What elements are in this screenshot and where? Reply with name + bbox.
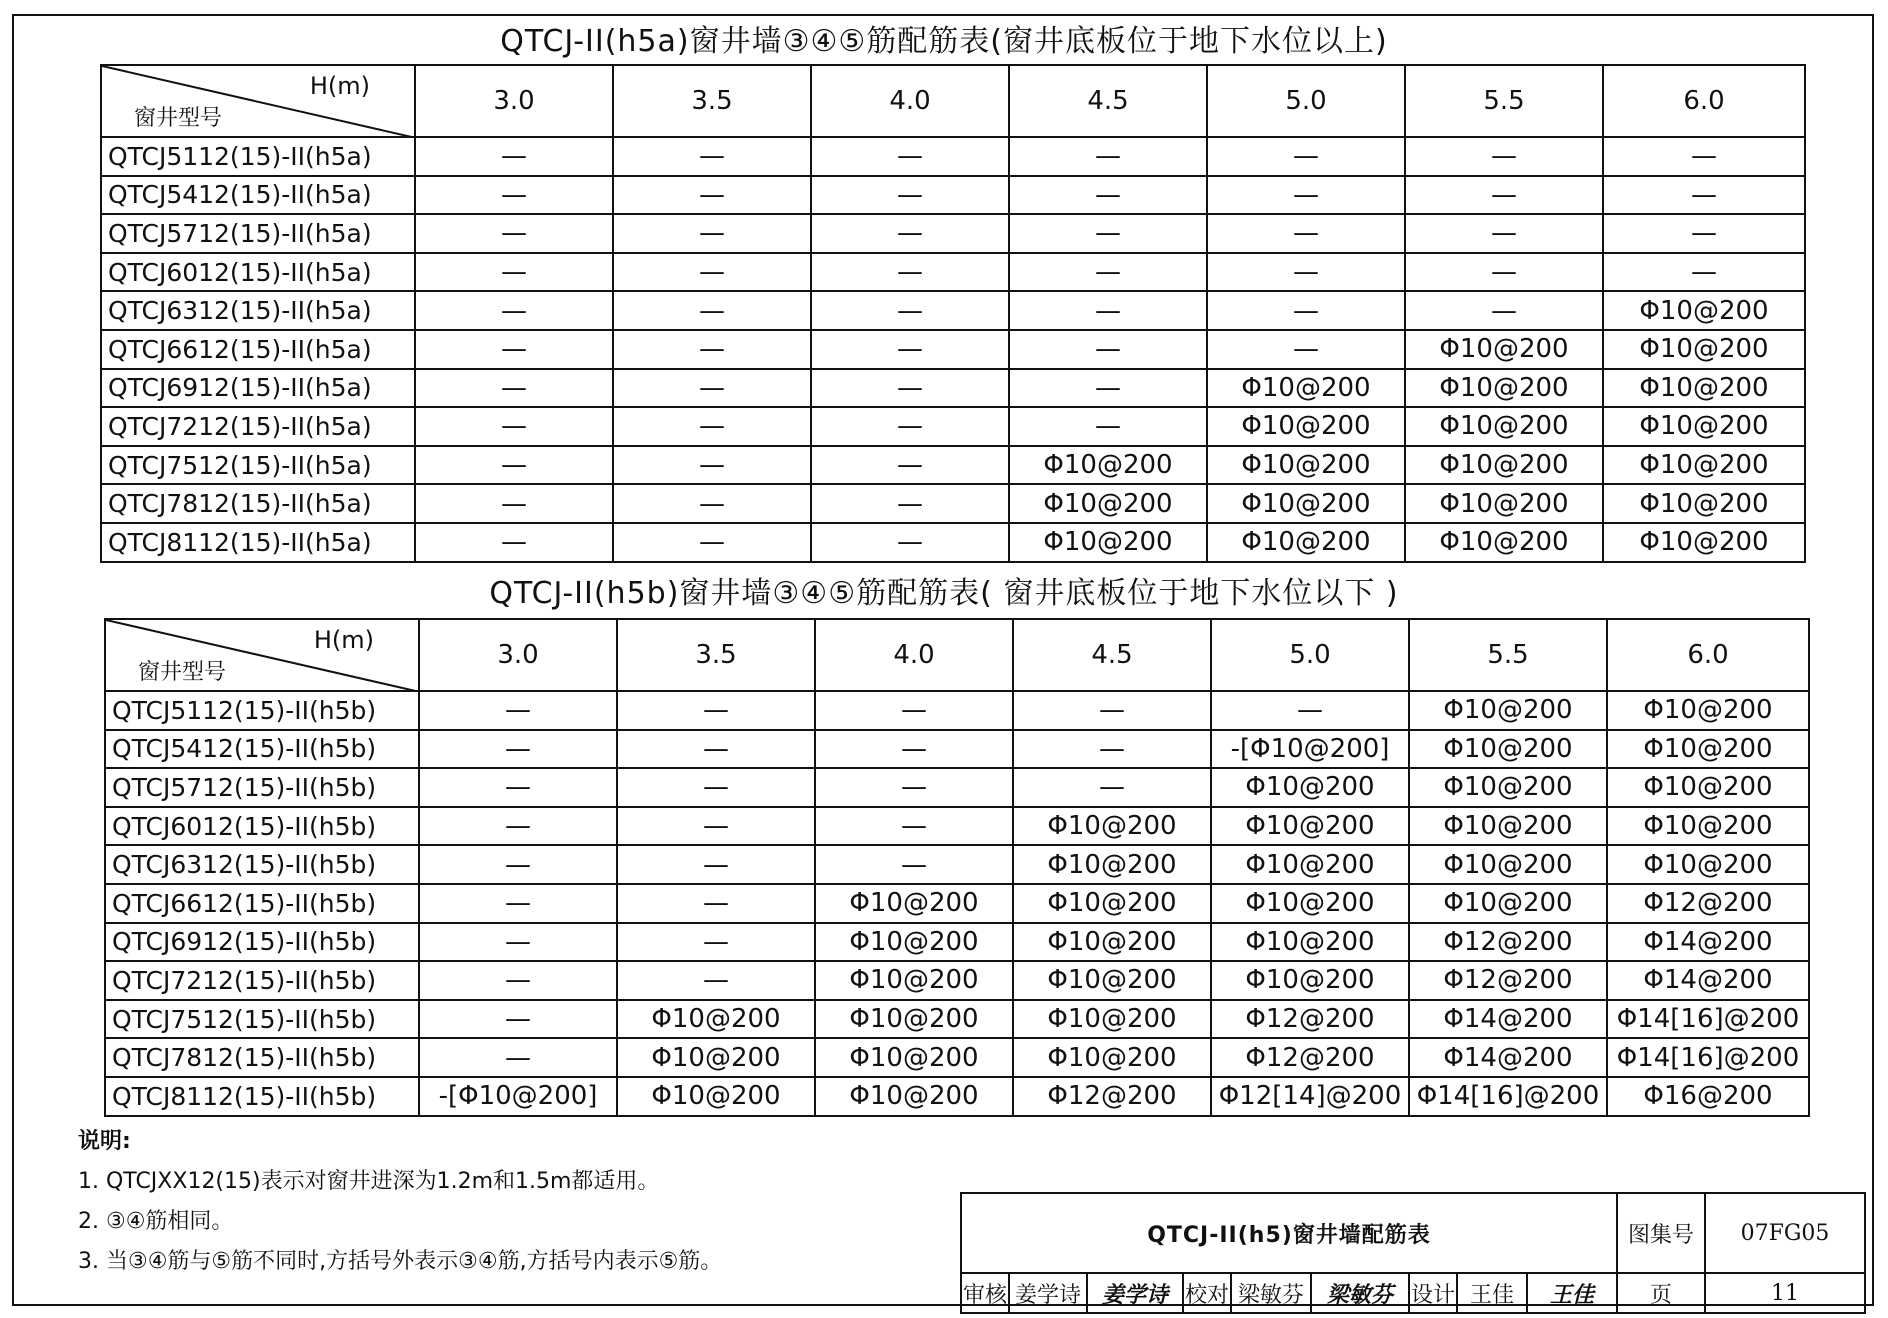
rebar-cell: — bbox=[1207, 214, 1405, 253]
rebar-cell: — bbox=[1211, 691, 1409, 730]
rebar-cell: — bbox=[617, 923, 815, 962]
rebar-cell: Φ10@200 bbox=[1013, 961, 1211, 1000]
height-label: H(m) bbox=[309, 72, 370, 100]
rebar-cell: Φ10@200 bbox=[1603, 446, 1805, 485]
rebar-cell: Φ10@200 bbox=[1009, 484, 1207, 523]
rebar-cell: Φ10@200 bbox=[1013, 1000, 1211, 1039]
rebar-cell: Φ12@200 bbox=[1013, 1077, 1211, 1116]
rebar-cell: Φ10@200 bbox=[1603, 369, 1805, 408]
rebar-cell: Φ14@200 bbox=[1409, 1038, 1607, 1077]
rebar-cell: Φ10@200 bbox=[1207, 369, 1405, 408]
rebar-cell: — bbox=[613, 137, 811, 176]
rebar-cell: Φ10@200 bbox=[1405, 446, 1603, 485]
rebar-cell: Φ12@200 bbox=[1211, 1000, 1409, 1039]
rebar-cell: — bbox=[613, 446, 811, 485]
checker-signature: 梁敏芬 bbox=[1311, 1273, 1409, 1313]
model-cell: QTCJ6012(15)-II(h5b) bbox=[105, 807, 419, 846]
rebar-cell: Φ10@200 bbox=[1409, 691, 1607, 730]
rebar-cell: Φ14[16]@200 bbox=[1409, 1077, 1607, 1116]
rebar-cell: Φ10@200 bbox=[1405, 484, 1603, 523]
model-cell: QTCJ5412(15)-II(h5a) bbox=[101, 176, 415, 215]
rebar-cell: Φ10@200 bbox=[1409, 730, 1607, 769]
height-header-4.0: 4.0 bbox=[811, 65, 1009, 137]
rebar-cell: Φ10@200 bbox=[1405, 407, 1603, 446]
rebar-cell: — bbox=[1009, 176, 1207, 215]
rebar-cell: Φ10@200 bbox=[617, 1038, 815, 1077]
rebar-cell: Φ10@200 bbox=[1607, 807, 1809, 846]
rebar-cell: — bbox=[1013, 691, 1211, 730]
rebar-cell: — bbox=[1207, 176, 1405, 215]
rebar-cell: Φ16@200 bbox=[1607, 1077, 1809, 1116]
rebar-cell: — bbox=[617, 961, 815, 1000]
rebar-cell: — bbox=[1009, 137, 1207, 176]
rebar-cell: — bbox=[617, 730, 815, 769]
rebar-cell: — bbox=[1207, 330, 1405, 369]
rebar-cell: — bbox=[811, 330, 1009, 369]
rebar-cell: Φ10@200 bbox=[1409, 884, 1607, 923]
model-cell: QTCJ6912(15)-II(h5b) bbox=[105, 923, 419, 962]
rebar-cell: Φ10@200 bbox=[1211, 845, 1409, 884]
model-cell: QTCJ7812(15)-II(h5b) bbox=[105, 1038, 419, 1077]
table-row bbox=[101, 407, 1805, 446]
model-cell: QTCJ8112(15)-II(h5b) bbox=[105, 1077, 419, 1116]
height-header-5.5: 5.5 bbox=[1405, 65, 1603, 137]
rebar-cell: — bbox=[1009, 291, 1207, 330]
rebar-cell: Φ10@200 bbox=[1211, 923, 1409, 962]
table-row bbox=[105, 884, 1809, 923]
rebar-cell: — bbox=[811, 253, 1009, 292]
rebar-cell: — bbox=[1013, 730, 1211, 769]
rebar-cell: Φ10@200 bbox=[1009, 446, 1207, 485]
notes bbox=[78, 1122, 722, 1282]
rebar-cell: — bbox=[1405, 291, 1603, 330]
page-number: 11 bbox=[1705, 1273, 1865, 1313]
rebar-cell: — bbox=[617, 768, 815, 807]
rebar-cell: — bbox=[419, 768, 617, 807]
rebar-cell: Φ12@200 bbox=[1409, 961, 1607, 1000]
rebar-cell: — bbox=[617, 884, 815, 923]
rebar-cell: — bbox=[1405, 176, 1603, 215]
rebar-cell: Φ10@200 bbox=[1211, 884, 1409, 923]
rebar-cell: Φ12[14]@200 bbox=[1211, 1077, 1409, 1116]
rebar-cell: Φ10@200 bbox=[815, 923, 1013, 962]
table-row bbox=[101, 523, 1805, 562]
rebar-cell: Φ10@200 bbox=[1013, 1038, 1211, 1077]
rebar-cell: — bbox=[815, 691, 1013, 730]
height-header-5.0: 5.0 bbox=[1211, 619, 1409, 691]
rebar-cell: — bbox=[419, 884, 617, 923]
rebar-cell: — bbox=[1405, 137, 1603, 176]
rebar-cell: Φ10@200 bbox=[1207, 484, 1405, 523]
rebar-cell: Φ10@200 bbox=[1013, 807, 1211, 846]
page-label: 页 bbox=[1617, 1273, 1705, 1313]
model-cell: QTCJ5412(15)-II(h5b) bbox=[105, 730, 419, 769]
model-cell: QTCJ7512(15)-II(h5b) bbox=[105, 1000, 419, 1039]
rebar-cell: Φ12@200 bbox=[1607, 884, 1809, 923]
rebar-cell: — bbox=[415, 253, 613, 292]
height-header-3.5: 3.5 bbox=[613, 65, 811, 137]
rebar-cell: — bbox=[415, 176, 613, 215]
rebar-cell: — bbox=[415, 214, 613, 253]
height-header-4.0: 4.0 bbox=[815, 619, 1013, 691]
table-b-header-row bbox=[105, 619, 1809, 691]
table-row bbox=[101, 176, 1805, 215]
rebar-cell: — bbox=[617, 845, 815, 884]
rebar-cell: — bbox=[613, 407, 811, 446]
note-item-2: 2. ③④筋相同。 bbox=[78, 1209, 234, 1234]
table-a bbox=[100, 64, 1806, 563]
rebar-cell: — bbox=[1207, 291, 1405, 330]
rebar-cell: — bbox=[613, 484, 811, 523]
model-cell: QTCJ8112(15)-II(h5a) bbox=[101, 523, 415, 562]
rebar-cell: — bbox=[1013, 768, 1211, 807]
rebar-cell: — bbox=[1009, 407, 1207, 446]
reviewer-name: 姜学诗 bbox=[1009, 1273, 1087, 1313]
height-header-6.0: 6.0 bbox=[1607, 619, 1809, 691]
rebar-cell: Φ10@200 bbox=[1603, 523, 1805, 562]
model-cell: QTCJ7212(15)-II(h5a) bbox=[101, 407, 415, 446]
table-row bbox=[105, 691, 1809, 730]
rebar-cell: — bbox=[415, 369, 613, 408]
table-row bbox=[105, 1000, 1809, 1039]
notes-title: 说明: bbox=[78, 1129, 131, 1154]
model-cell: QTCJ7812(15)-II(h5a) bbox=[101, 484, 415, 523]
rebar-cell: — bbox=[419, 730, 617, 769]
rebar-cell: — bbox=[613, 253, 811, 292]
rebar-cell: — bbox=[415, 523, 613, 562]
rebar-cell: Φ10@200 bbox=[1409, 768, 1607, 807]
rebar-cell: — bbox=[617, 807, 815, 846]
height-header-6.0: 6.0 bbox=[1603, 65, 1805, 137]
rebar-cell: — bbox=[1603, 176, 1805, 215]
table-row bbox=[105, 730, 1809, 769]
model-cell: QTCJ6312(15)-II(h5a) bbox=[101, 291, 415, 330]
rebar-cell: — bbox=[1603, 214, 1805, 253]
rebar-cell: Φ12@200 bbox=[1211, 1038, 1409, 1077]
rebar-cell: Φ10@200 bbox=[1603, 484, 1805, 523]
rebar-cell: Φ10@200 bbox=[1009, 523, 1207, 562]
atlas-label: 图集号 bbox=[1617, 1193, 1705, 1273]
height-header-3.5: 3.5 bbox=[617, 619, 815, 691]
rebar-cell: — bbox=[419, 1000, 617, 1039]
rebar-cell: — bbox=[415, 446, 613, 485]
rebar-cell: — bbox=[1009, 330, 1207, 369]
rebar-cell: — bbox=[415, 407, 613, 446]
height-header-5.5: 5.5 bbox=[1409, 619, 1607, 691]
rebar-cell: Φ10@200 bbox=[1405, 369, 1603, 408]
rebar-cell: -[Φ10@200] bbox=[419, 1077, 617, 1116]
atlas-number: 07FG05 bbox=[1705, 1193, 1865, 1273]
rebar-cell: Φ10@200 bbox=[1603, 330, 1805, 369]
rebar-cell: Φ10@200 bbox=[815, 884, 1013, 923]
rebar-cell: Φ10@200 bbox=[815, 1038, 1013, 1077]
height-header-5.0: 5.0 bbox=[1207, 65, 1405, 137]
model-cell: QTCJ6912(15)-II(h5a) bbox=[101, 369, 415, 408]
rebar-cell: Φ12@200 bbox=[1409, 923, 1607, 962]
height-header-3.0: 3.0 bbox=[415, 65, 613, 137]
rebar-cell: Φ10@200 bbox=[1603, 291, 1805, 330]
model-cell: QTCJ5712(15)-II(h5a) bbox=[101, 214, 415, 253]
height-header-4.5: 4.5 bbox=[1009, 65, 1207, 137]
rebar-cell: — bbox=[415, 484, 613, 523]
rebar-cell: Φ10@200 bbox=[1211, 807, 1409, 846]
table-row bbox=[101, 291, 1805, 330]
table-b bbox=[104, 618, 1810, 1117]
rebar-cell: — bbox=[613, 369, 811, 408]
model-cell: QTCJ6612(15)-II(h5a) bbox=[101, 330, 415, 369]
rebar-cell: — bbox=[419, 923, 617, 962]
rebar-cell: Φ14[16]@200 bbox=[1607, 1038, 1809, 1077]
rebar-cell: -[Φ10@200] bbox=[1211, 730, 1409, 769]
table-row bbox=[105, 807, 1809, 846]
rebar-cell: Φ10@200 bbox=[1207, 407, 1405, 446]
model-cell: QTCJ5712(15)-II(h5b) bbox=[105, 768, 419, 807]
table-row bbox=[105, 768, 1809, 807]
rebar-cell: — bbox=[613, 291, 811, 330]
rebar-cell: Φ10@200 bbox=[815, 961, 1013, 1000]
rebar-cell: Φ10@200 bbox=[1607, 768, 1809, 807]
rebar-cell: — bbox=[1207, 137, 1405, 176]
rebar-cell: Φ10@200 bbox=[1405, 330, 1603, 369]
table-b-title: QTCJ-II(h5b)窗井墙③④⑤筋配筋表( 窗井底板位于地下水位以下 ) bbox=[489, 576, 1399, 611]
table-row bbox=[101, 253, 1805, 292]
rebar-cell: — bbox=[1009, 253, 1207, 292]
rebar-cell: Φ10@200 bbox=[617, 1077, 815, 1116]
model-cell: QTCJ6012(15)-II(h5a) bbox=[101, 253, 415, 292]
rebar-cell: — bbox=[811, 291, 1009, 330]
rebar-cell: Φ10@200 bbox=[617, 1000, 815, 1039]
note-item-3: 3. 当③④筋与⑤筋不同时,方括号外表示③④筋,方括号内表示⑤筋。 bbox=[78, 1249, 723, 1274]
rebar-cell: Φ10@200 bbox=[1603, 407, 1805, 446]
table-row bbox=[105, 845, 1809, 884]
table-row bbox=[105, 961, 1809, 1000]
note-item-1: 1. QTCJXX12(15)表示对窗井进深为1.2m和1.5m都适用。 bbox=[78, 1169, 660, 1194]
rebar-cell: — bbox=[1405, 253, 1603, 292]
table-a-corner-cell bbox=[101, 65, 415, 137]
table-a-header-row bbox=[101, 65, 1805, 137]
rebar-cell: — bbox=[415, 330, 613, 369]
rebar-cell: — bbox=[419, 807, 617, 846]
rebar-cell: — bbox=[811, 446, 1009, 485]
rebar-cell: — bbox=[815, 768, 1013, 807]
rebar-cell: — bbox=[811, 523, 1009, 562]
rebar-cell: Φ10@200 bbox=[1211, 768, 1409, 807]
model-label: 窗井型号 bbox=[134, 106, 223, 131]
rebar-cell: — bbox=[419, 961, 617, 1000]
rebar-cell: — bbox=[811, 137, 1009, 176]
rebar-cell: — bbox=[811, 369, 1009, 408]
rebar-cell: Φ10@200 bbox=[1409, 807, 1607, 846]
rebar-cell: — bbox=[1405, 214, 1603, 253]
review-label: 审核 bbox=[961, 1273, 1009, 1313]
rebar-cell: Φ10@200 bbox=[1607, 730, 1809, 769]
height-label: H(m) bbox=[313, 626, 374, 654]
rebar-cell: — bbox=[613, 176, 811, 215]
model-cell: QTCJ5112(15)-II(h5b) bbox=[105, 691, 419, 730]
model-cell: QTCJ6312(15)-II(h5b) bbox=[105, 845, 419, 884]
model-cell: QTCJ6612(15)-II(h5b) bbox=[105, 884, 419, 923]
table-row bbox=[105, 1038, 1809, 1077]
rebar-cell: Φ10@200 bbox=[1013, 923, 1211, 962]
rebar-cell: — bbox=[613, 523, 811, 562]
rebar-cell: — bbox=[613, 214, 811, 253]
rebar-cell: — bbox=[811, 214, 1009, 253]
rebar-cell: — bbox=[815, 730, 1013, 769]
model-label: 窗井型号 bbox=[138, 660, 227, 685]
rebar-cell: — bbox=[811, 176, 1009, 215]
title-block bbox=[960, 1192, 1866, 1314]
table-b-corner-cell bbox=[105, 619, 419, 691]
designer-signature: 王佳 bbox=[1527, 1273, 1617, 1313]
rebar-cell: Φ10@200 bbox=[1013, 884, 1211, 923]
model-cell: QTCJ5112(15)-II(h5a) bbox=[101, 137, 415, 176]
table-row bbox=[105, 1077, 1809, 1116]
rebar-cell: — bbox=[1207, 253, 1405, 292]
rebar-cell: — bbox=[419, 1038, 617, 1077]
rebar-cell: Φ10@200 bbox=[1013, 845, 1211, 884]
height-header-4.5: 4.5 bbox=[1013, 619, 1211, 691]
rebar-cell: — bbox=[811, 484, 1009, 523]
table-row bbox=[101, 330, 1805, 369]
rebar-cell: Φ10@200 bbox=[1207, 523, 1405, 562]
rebar-cell: Φ10@200 bbox=[1405, 523, 1603, 562]
designer-name: 王佳 bbox=[1457, 1273, 1527, 1313]
rebar-cell: — bbox=[415, 137, 613, 176]
rebar-cell: Φ14@200 bbox=[1409, 1000, 1607, 1039]
rebar-cell: — bbox=[1603, 137, 1805, 176]
table-row bbox=[101, 214, 1805, 253]
rebar-cell: — bbox=[617, 691, 815, 730]
table-a-title: QTCJ-II(h5a)窗井墙③④⑤筋配筋表(窗井底板位于地下水位以上) bbox=[500, 24, 1388, 59]
rebar-cell: Φ14@200 bbox=[1607, 923, 1809, 962]
rebar-cell: Φ10@200 bbox=[815, 1000, 1013, 1039]
reviewer-signature: 姜学诗 bbox=[1087, 1273, 1183, 1313]
model-cell: QTCJ7212(15)-II(h5b) bbox=[105, 961, 419, 1000]
table-row bbox=[101, 446, 1805, 485]
checker-name: 梁敏芬 bbox=[1231, 1273, 1311, 1313]
rebar-cell: Φ10@200 bbox=[1211, 961, 1409, 1000]
rebar-cell: Φ10@200 bbox=[1409, 845, 1607, 884]
rebar-cell: Φ10@200 bbox=[1607, 845, 1809, 884]
rebar-cell: Φ14@200 bbox=[1607, 961, 1809, 1000]
design-label: 设计 bbox=[1409, 1273, 1457, 1313]
rebar-cell: — bbox=[1009, 369, 1207, 408]
table-row bbox=[105, 923, 1809, 962]
rebar-cell: Φ10@200 bbox=[1207, 446, 1405, 485]
rebar-cell: Φ14[16]@200 bbox=[1607, 1000, 1809, 1039]
table-row bbox=[101, 369, 1805, 408]
rebar-cell: — bbox=[815, 807, 1013, 846]
table-row bbox=[101, 137, 1805, 176]
rebar-cell: — bbox=[1603, 253, 1805, 292]
rebar-cell: — bbox=[419, 691, 617, 730]
rebar-cell: — bbox=[415, 291, 613, 330]
drawing-title: QTCJ-II(h5)窗井墙配筋表 bbox=[961, 1193, 1617, 1273]
rebar-cell: Φ10@200 bbox=[1607, 691, 1809, 730]
rebar-cell: — bbox=[1009, 214, 1207, 253]
rebar-cell: — bbox=[815, 845, 1013, 884]
rebar-cell: — bbox=[811, 407, 1009, 446]
rebar-cell: — bbox=[419, 845, 617, 884]
table-row bbox=[101, 484, 1805, 523]
model-cell: QTCJ7512(15)-II(h5a) bbox=[101, 446, 415, 485]
rebar-cell: Φ10@200 bbox=[815, 1077, 1013, 1116]
height-header-3.0: 3.0 bbox=[419, 619, 617, 691]
rebar-cell: — bbox=[613, 330, 811, 369]
check-label: 校对 bbox=[1183, 1273, 1231, 1313]
